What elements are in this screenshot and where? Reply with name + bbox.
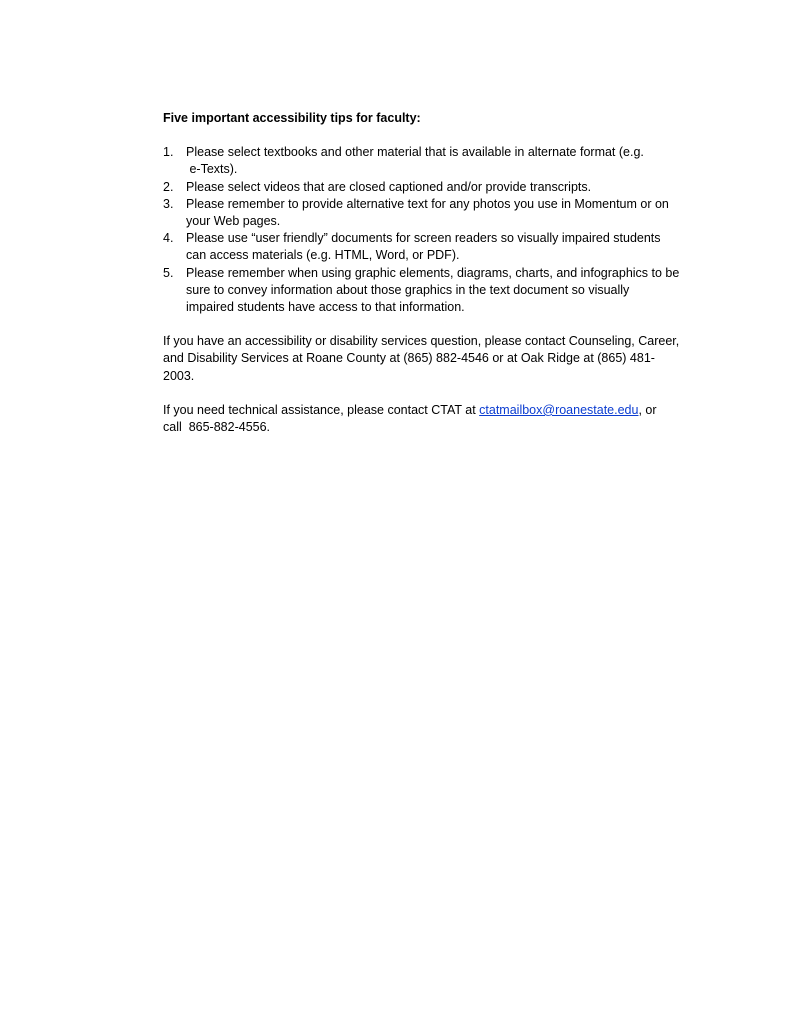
document-body	[163, 110, 708, 453]
technical-prefix: If you need technical assistance, please contact CTAT at	[163, 402, 480, 417]
tip-item-3	[163, 196, 708, 230]
tip-item-5	[163, 265, 708, 317]
tip-text-line: can access materials (e.g. HTML, Word, or PDF).	[186, 248, 460, 263]
technical-paragraph	[163, 402, 708, 436]
tip-number: 1.	[163, 145, 174, 160]
document-heading: Five important accessibility tips for faculty:	[163, 111, 421, 125]
tips-list	[163, 144, 708, 316]
tip-number: 2.	[163, 179, 174, 194]
tip-text-line: Please select textbooks and other material that is available in alternate format (e.g.	[186, 145, 644, 160]
tip-text-line: Please use “user friendly” documents for screen readers so visually impaired students	[186, 231, 661, 246]
tip-text-line: impaired students have access to that information.	[186, 300, 465, 315]
tip-text-line: e-Texts).	[186, 162, 238, 177]
tip-item-1	[163, 144, 708, 178]
tip-text-line: sure to convey information about those graphics in the text document so visually	[186, 282, 630, 297]
tip-item-4	[163, 230, 708, 264]
contact-paragraph	[163, 333, 708, 385]
paragraph-line	[163, 402, 708, 419]
paragraph-line: 2003.	[163, 368, 195, 383]
technical-suffix: , or	[638, 402, 657, 417]
paragraph-line: call 865-882-4556.	[163, 420, 271, 435]
paragraph-line: and Disability Services at Roane County at (865) 882-4546 or at Oak Ridge at (865) 481-	[163, 351, 655, 366]
tip-number: 3.	[163, 196, 174, 211]
email-link[interactable]: ctatmailbox@roanestate.edu	[479, 402, 639, 417]
tip-item-2	[163, 179, 708, 196]
tip-text-line: your Web pages.	[186, 214, 281, 229]
tip-number: 5.	[163, 265, 174, 280]
paragraph-line: If you have an accessibility or disability services question, please contact Counseling, Career,	[163, 334, 680, 349]
tip-text-line: Please select videos that are closed captioned and/or provide transcripts.	[186, 179, 592, 194]
tip-text-line: Please remember to provide alternative text for any photos you use in Momentum or on	[186, 196, 669, 211]
tip-number: 4.	[163, 231, 174, 246]
tip-text-line: Please remember when using graphic elements, diagrams, charts, and infographics to be	[186, 265, 680, 280]
